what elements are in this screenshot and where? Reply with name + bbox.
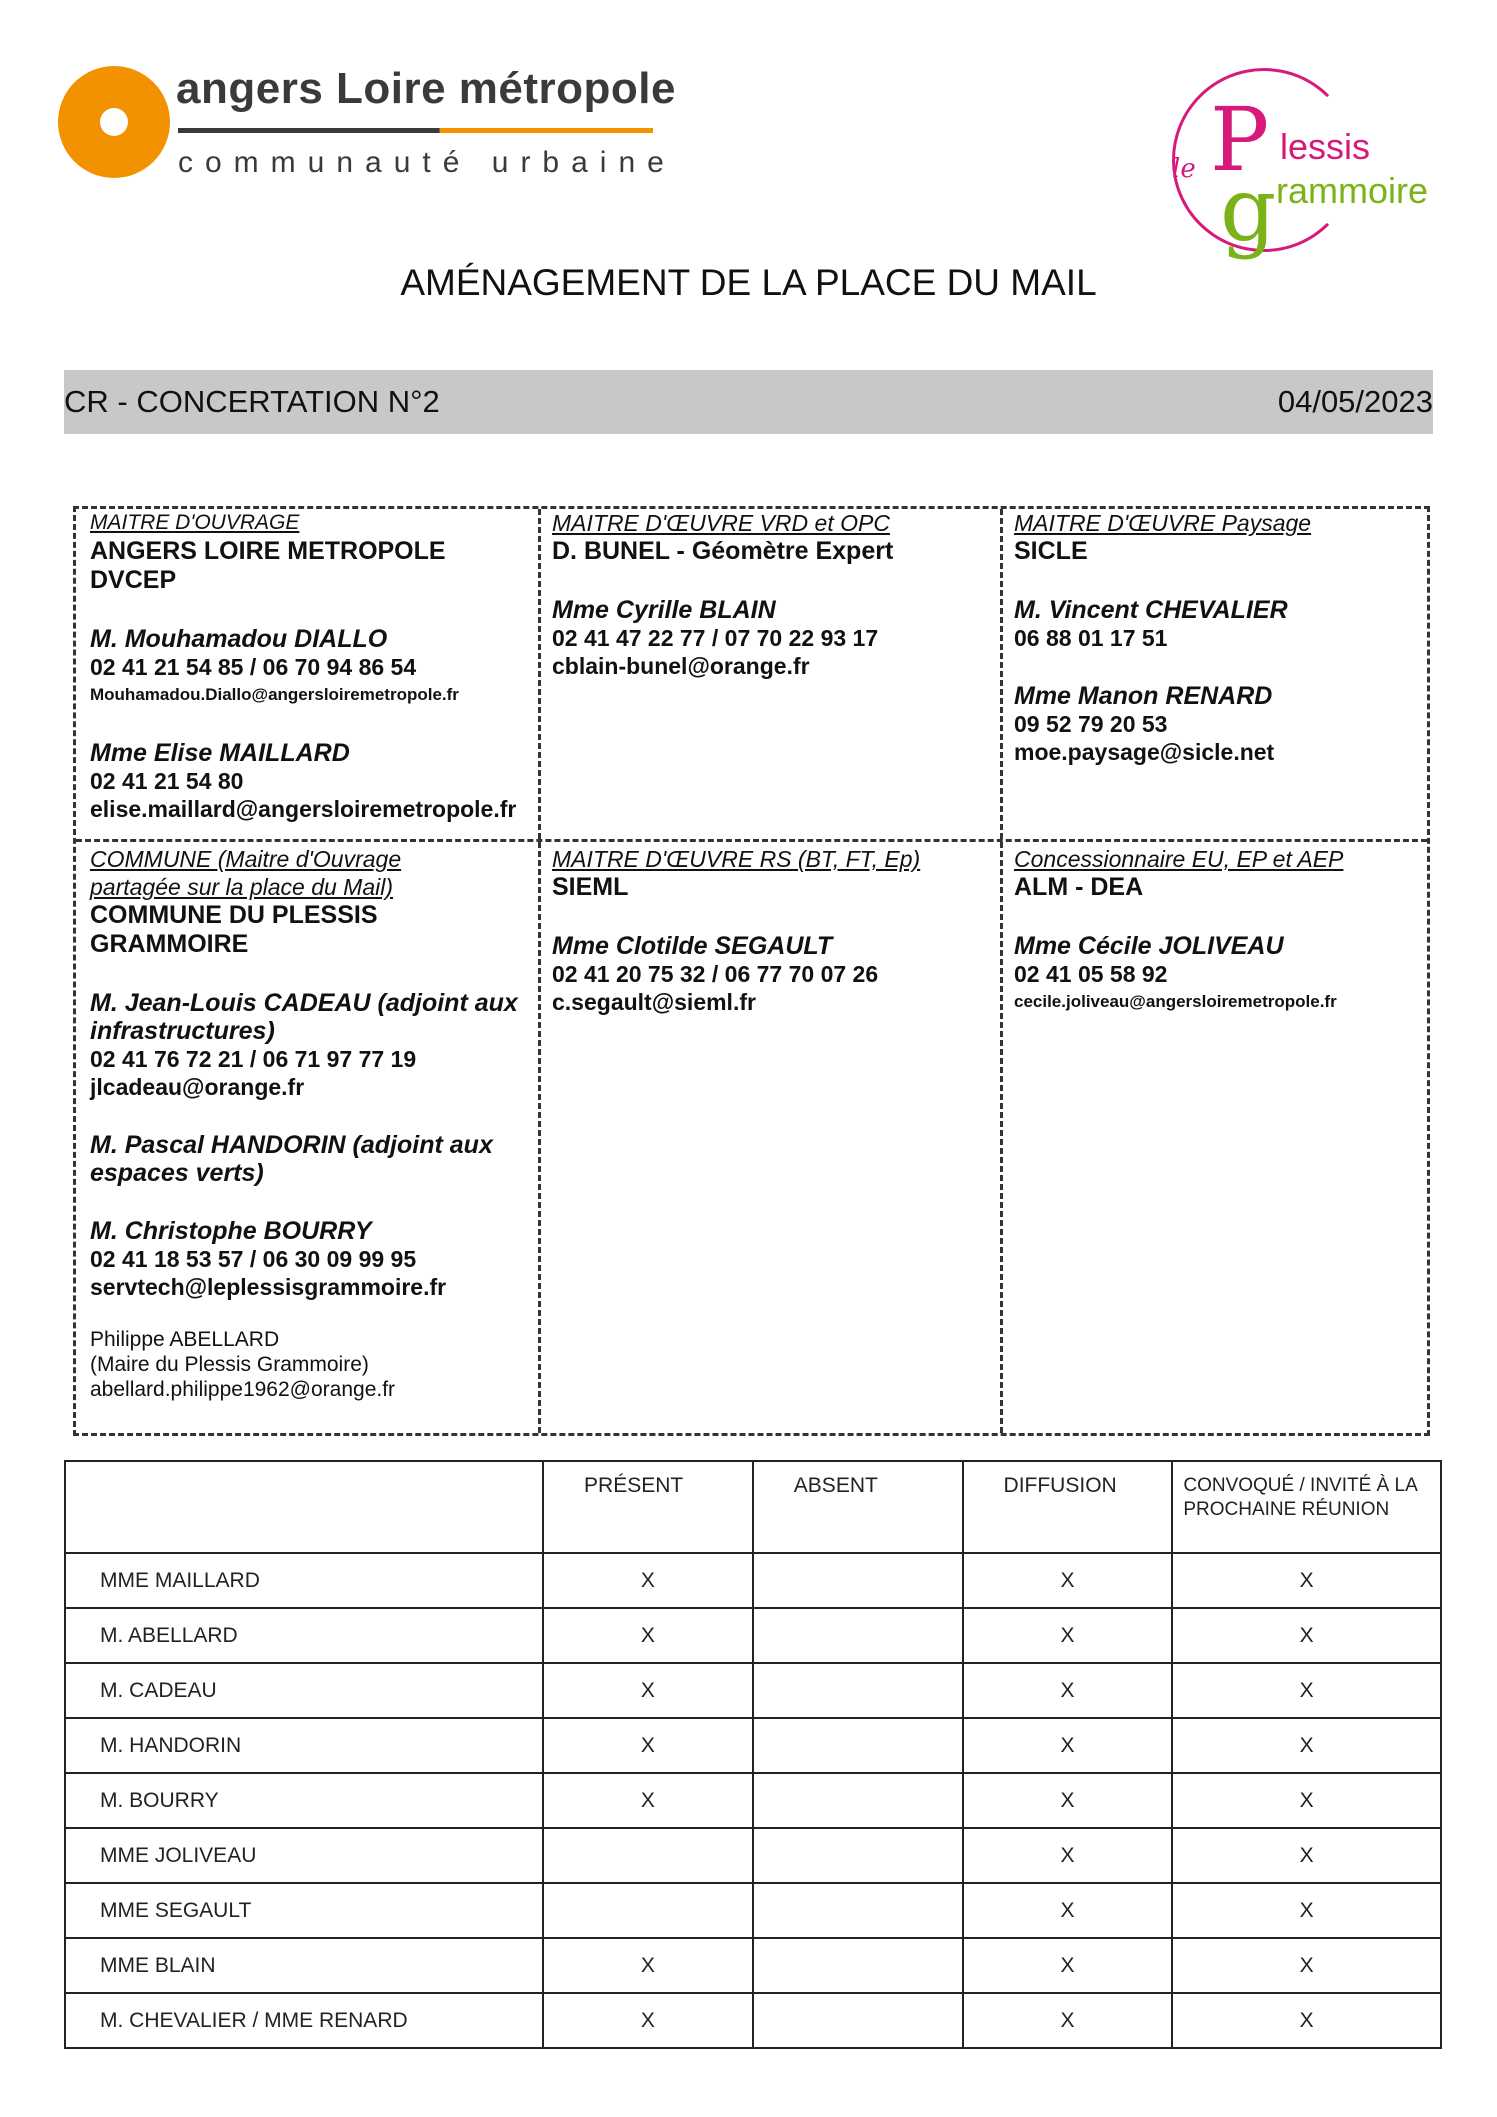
contact-org: COMMUNE DU PLESSIS xyxy=(90,901,378,929)
contact-person: M. Pascal HANDORIN (adjoint aux xyxy=(90,1131,493,1159)
spacer xyxy=(90,959,518,989)
convoque-mark: X xyxy=(1172,1883,1441,1938)
contact-role: Concessionnaire EU, EP et AEP xyxy=(1014,846,1344,872)
header-diffusion: DIFFUSION xyxy=(963,1461,1173,1553)
contact-maitre-ouvrage xyxy=(90,509,516,823)
contact-moe-vrd xyxy=(552,509,893,680)
absent-mark xyxy=(753,1553,963,1608)
alm-logo-subtitle: communauté urbaine xyxy=(178,146,676,179)
alm-circle-icon xyxy=(58,66,170,178)
convoque-mark: X xyxy=(1172,1773,1441,1828)
diffusion-mark: X xyxy=(963,1883,1173,1938)
alm-logo-divider xyxy=(178,128,653,133)
header-empty xyxy=(65,1461,543,1553)
absent-mark xyxy=(753,1663,963,1718)
contact-person: Mme Elise MAILLARD xyxy=(90,739,350,767)
diffusion-mark: X xyxy=(963,1663,1173,1718)
attendance-table xyxy=(64,1460,1442,2049)
convoque-mark: X xyxy=(1172,1828,1441,1883)
contacts-divider-2 xyxy=(1000,509,1003,1433)
attendee-name: M. BOURRY xyxy=(65,1773,543,1828)
attendee-name: M. HANDORIN xyxy=(65,1718,543,1773)
contacts-divider-row xyxy=(76,839,1427,842)
table-row xyxy=(65,1828,1441,1883)
contact-extra-name: Philippe ABELLARD xyxy=(90,1328,280,1351)
meeting-date: 04/05/2023 xyxy=(1277,384,1433,419)
attendance-header-row xyxy=(65,1461,1441,1553)
present-mark xyxy=(543,1883,753,1938)
contact-org: SICLE xyxy=(1014,537,1088,565)
contacts-grid xyxy=(73,506,1430,1436)
contact-person: Mme Cyrille BLAIN xyxy=(552,596,776,624)
contact-person: Mme Cécile JOLIVEAU xyxy=(1014,932,1284,960)
contact-person: M. Mouhamadou DIALLO xyxy=(90,625,388,653)
spacer xyxy=(90,1101,518,1131)
contact-person-cont: infrastructures) xyxy=(90,1017,275,1045)
table-row xyxy=(65,1608,1441,1663)
contact-phone: 06 88 01 17 51 xyxy=(1014,625,1168,651)
spacer xyxy=(90,1301,518,1327)
table-row xyxy=(65,1773,1441,1828)
contact-person: M. Vincent CHEVALIER xyxy=(1014,596,1288,624)
spacer xyxy=(1014,902,1343,932)
present-mark: X xyxy=(543,1773,753,1828)
table-row xyxy=(65,1993,1441,2048)
contact-phone: 02 41 21 54 85 / 06 70 94 86 54 xyxy=(90,654,417,680)
contact-email[interactable]: cecile.joliveau@angersloiremetropole.fr xyxy=(1014,992,1337,1011)
attendee-name: M. ABELLARD xyxy=(65,1608,543,1663)
spacer xyxy=(552,902,920,932)
contact-org: D. BUNEL - Géomètre Expert xyxy=(552,537,894,565)
contact-role: MAITRE D'ŒUVRE VRD et OPC xyxy=(552,510,890,536)
header-absent: ABSENT xyxy=(753,1461,963,1553)
pg-logo-g-glyph: g xyxy=(1220,158,1277,261)
convoque-mark: X xyxy=(1172,1718,1441,1773)
contact-role-cont: partagée sur la place du Mail) xyxy=(90,874,393,900)
contact-extra-email[interactable]: abellard.philippe1962@orange.fr xyxy=(90,1378,396,1401)
contact-moe-paysage xyxy=(1014,509,1311,766)
contact-person-cont: espaces verts) xyxy=(90,1159,264,1187)
diffusion-mark: X xyxy=(963,1608,1173,1663)
meeting-label: CR - CONCERTATION N°2 xyxy=(64,384,440,419)
spacer xyxy=(90,1187,518,1217)
contact-org: SIEML xyxy=(552,873,629,901)
table-row xyxy=(65,1718,1441,1773)
table-row xyxy=(65,1883,1441,1938)
pg-logo-grammoire: rammoire xyxy=(1276,170,1429,211)
convoque-mark: X xyxy=(1172,1663,1441,1718)
contact-role: MAITRE D'ŒUVRE Paysage xyxy=(1014,510,1312,536)
present-mark: X xyxy=(543,1663,753,1718)
contact-person: Mme Manon RENARD xyxy=(1014,682,1273,710)
pg-logo-le: le xyxy=(1172,154,1196,184)
diffusion-mark: X xyxy=(963,1938,1173,1993)
contact-email[interactable]: jlcadeau@orange.fr xyxy=(90,1074,305,1100)
contact-phone: 02 41 21 54 80 xyxy=(90,768,244,794)
spacer xyxy=(1014,566,1311,596)
present-mark: X xyxy=(543,1938,753,1993)
attendee-name: MME JOLIVEAU xyxy=(65,1828,543,1883)
absent-mark xyxy=(753,1938,963,1993)
contact-email[interactable]: moe.paysage@sicle.net xyxy=(1014,739,1275,765)
contact-email[interactable]: cblain-bunel@orange.fr xyxy=(552,653,810,679)
present-mark: X xyxy=(543,1718,753,1773)
absent-mark xyxy=(753,1773,963,1828)
attendee-name: M. CHEVALIER / MME RENARD xyxy=(65,1993,543,2048)
absent-mark xyxy=(753,1718,963,1773)
diffusion-mark: X xyxy=(963,1828,1173,1883)
contact-phone: 09 52 79 20 53 xyxy=(1014,711,1168,737)
contact-role: COMMUNE (Maitre d'Ouvrage xyxy=(90,846,402,872)
contact-email[interactable]: c.segault@sieml.fr xyxy=(552,989,756,1015)
contact-phone: 02 41 47 22 77 / 07 70 22 93 17 xyxy=(552,625,879,651)
contact-email[interactable]: elise.maillard@angersloiremetropole.fr xyxy=(90,796,517,822)
convoque-mark: X xyxy=(1172,1553,1441,1608)
contact-person: M. Christophe BOURRY xyxy=(90,1217,372,1245)
contact-org-sub: DVCEP xyxy=(90,566,177,594)
contact-person: Mme Clotilde SEGAULT xyxy=(552,932,833,960)
pg-logo-p-glyph: P xyxy=(1210,88,1270,191)
diffusion-mark: X xyxy=(963,1718,1173,1773)
attendee-name: MME BLAIN xyxy=(65,1938,543,1993)
attendee-name: M. CADEAU xyxy=(65,1663,543,1718)
contact-concessionnaire xyxy=(1014,845,1343,1016)
attendance-body xyxy=(65,1553,1441,2048)
meeting-banner xyxy=(64,370,1433,434)
alm-logo-name: angers Loire métropole xyxy=(176,64,677,113)
convoque-mark: X xyxy=(1172,1608,1441,1663)
present-mark: X xyxy=(543,1993,753,2048)
contact-person: M. Jean-Louis CADEAU (adjoint aux xyxy=(90,989,518,1017)
present-mark xyxy=(543,1828,753,1883)
contact-phone: 02 41 20 75 32 / 06 77 70 07 26 xyxy=(552,961,879,987)
spacer xyxy=(552,566,893,596)
contact-email[interactable]: servtech@leplessisgrammoire.fr xyxy=(90,1274,447,1300)
contact-moe-rs xyxy=(552,845,920,1016)
table-row xyxy=(65,1663,1441,1718)
contact-role: MAITRE D'ŒUVRE RS (BT, FT, Ep) xyxy=(552,846,921,872)
present-mark: X xyxy=(543,1553,753,1608)
contact-phone: 02 41 05 58 92 xyxy=(1014,961,1168,987)
document-title: AMÉNAGEMENT DE LA PLACE DU MAIL xyxy=(400,262,1097,303)
pg-logo-plessis: lessis xyxy=(1280,126,1371,167)
contacts-divider-1 xyxy=(538,509,541,1433)
present-mark: X xyxy=(543,1608,753,1663)
header-convoque: CONVOQUÉ / INVITÉ À LA PROCHAINE RÉUNION xyxy=(1172,1461,1441,1553)
contact-role: MAITRE D'OUVRAGE xyxy=(90,511,300,534)
absent-mark xyxy=(753,1608,963,1663)
contact-phone: 02 41 18 53 57 / 06 30 09 99 95 xyxy=(90,1246,417,1272)
contact-org: ALM - DEA xyxy=(1014,873,1144,901)
absent-mark xyxy=(753,1828,963,1883)
table-row xyxy=(65,1553,1441,1608)
contact-org-cont: GRAMMOIRE xyxy=(90,930,249,958)
contact-commune xyxy=(90,845,518,1402)
attendee-name: MME MAILLARD xyxy=(65,1553,543,1608)
spacer xyxy=(90,595,516,625)
plessis-grammoire-logo xyxy=(1170,66,1430,261)
absent-mark xyxy=(753,1883,963,1938)
spacer xyxy=(1014,652,1311,682)
contact-email[interactable]: Mouhamadou.Diallo@angersloiremetropole.fr xyxy=(90,685,459,704)
contact-extra-role: (Maire du Plessis Grammoire) xyxy=(90,1353,369,1376)
table-row xyxy=(65,1938,1441,1993)
absent-mark xyxy=(753,1993,963,2048)
attendee-name: MME SEGAULT xyxy=(65,1883,543,1938)
contact-phone: 02 41 76 72 21 / 06 71 97 77 19 xyxy=(90,1046,417,1072)
convoque-mark: X xyxy=(1172,1938,1441,1993)
angers-loire-metropole-logo xyxy=(58,60,678,190)
diffusion-mark: X xyxy=(963,1553,1173,1608)
diffusion-mark: X xyxy=(963,1773,1173,1828)
header-present: PRÉSENT xyxy=(543,1461,753,1553)
spacer xyxy=(90,709,516,739)
contact-org: ANGERS LOIRE METROPOLE xyxy=(90,537,446,565)
convoque-mark: X xyxy=(1172,1993,1441,2048)
diffusion-mark: X xyxy=(963,1993,1173,2048)
